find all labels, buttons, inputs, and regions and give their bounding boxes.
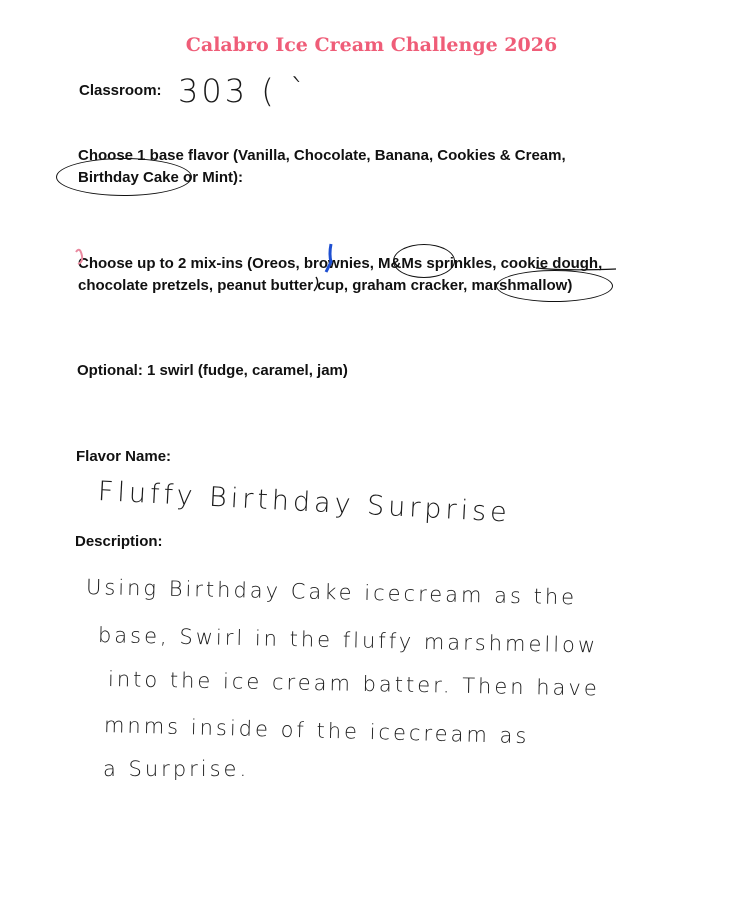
- underline-mark: [536, 268, 616, 270]
- description-line-4: mnms inside of the icecream as: [103, 713, 530, 749]
- selected-mix-in-marshmallow: marshmallow: [471, 277, 568, 294]
- slash-mark: [314, 277, 318, 291]
- flavor-name-value: Fluffy Birthday Surprise: [97, 476, 512, 529]
- classroom-value: 303 ( `: [178, 72, 309, 110]
- mix-ins-text-a: Choose up to 2 mix-ins (Oreos, brownies,: [78, 255, 379, 272]
- page-title: Calabro Ice Cream Challenge 2026: [185, 34, 558, 56]
- mix-ins-text-d: ): [567, 277, 573, 294]
- selected-mix-in-mms: M&Ms: [378, 255, 423, 272]
- description-line-2: base, Swirl in the fluffy marshmellow: [97, 623, 599, 658]
- mix-ins-text-c: chocolate pretzels, peanut butter cup, graham cracker,: [78, 277, 472, 294]
- description-label: Description:: [75, 533, 163, 550]
- base-flavor-rest: or Mint):: [178, 169, 244, 186]
- base-flavor-prompt: Choose 1 base flavor (Vanilla, Chocolate, Banana, Cookies & Cream,: [78, 147, 566, 164]
- flavor-name-label: Flavor Name:: [76, 448, 172, 465]
- classroom-label: Classroom:: [79, 82, 162, 99]
- description-line-1: Using Birthday Cake icecream as the: [85, 575, 578, 610]
- selected-base-flavor: Birthday Cake: [78, 169, 179, 186]
- mix-ins-text-b: sprinkles, cookie dough,: [422, 255, 603, 272]
- description-line-5: a Surprise.: [103, 757, 250, 781]
- swirl-prompt: Optional: 1 swirl (fudge, caramel, jam): [77, 362, 348, 379]
- pink-pen-mark: [76, 250, 82, 264]
- description-line-3: into the ice cream batter. Then have: [107, 667, 601, 701]
- blue-pen-mark: [326, 244, 331, 272]
